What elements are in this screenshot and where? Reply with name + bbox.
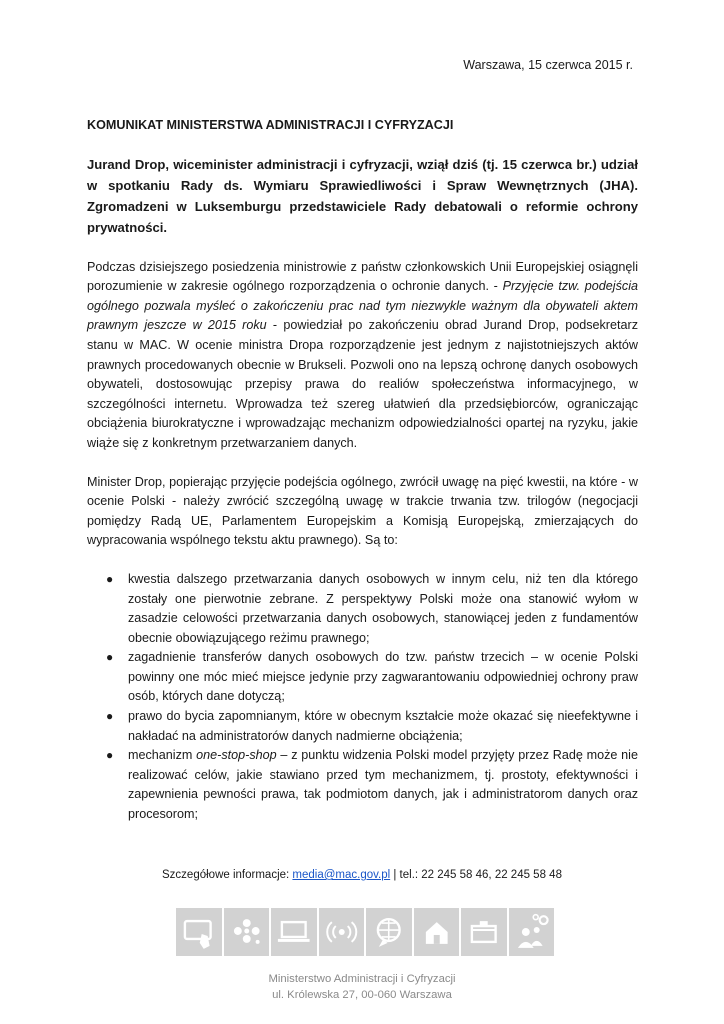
issues-list: [87, 570, 638, 825]
list-item-text-prefix: mechanizm: [128, 748, 197, 763]
list-item-text: – z punktu widzenia Polski model przyjęty przez Radę może nie realizować celów, jakie stawiano przed tym mechanizmem, tj. prostoty, efektywności i zapewnienia pewności prawa, tak podmiotom danych, jak i administratorom danych oraz procesorom;: [128, 748, 638, 822]
list-item: [106, 746, 638, 824]
tablet-touch-icon: [176, 908, 222, 956]
paragraph-1: [87, 258, 638, 454]
house-icon: [414, 908, 460, 956]
document-body: [87, 116, 638, 825]
paragraph-1-quote: Przyjęcie tzw. podejścia ogólnego pozwala myśleć o zakończeniu prac nad tym niezwykle ważnym dla obywateli aktem prawnym jeszcze w 2015 roku: [87, 279, 638, 333]
list-item: [106, 570, 638, 648]
list-item-text: kwestia dalszego przetwarzania danych osobowych w innym celu, niż ten dla którego zostały one pierwotnie zebrane. Z perspektywy Polski może ona stanowić wyłom w zasadzie celowości przetwarzania danych osobowych, stanowiącej jeden z fundamentów obecnie obowiązującego reżimu prawnego;: [128, 571, 638, 645]
contact-info: [0, 869, 724, 881]
wireless-signal-icon: [319, 908, 365, 956]
address-line-2: ul. Królewska 27, 00-060 Warszawa: [272, 989, 452, 1001]
lead-paragraph: Jurand Drop, wiceminister administracji i cyfryzacji, wziął dziś (tj. 15 czerwca br.) udział w spotkaniu Rady ds. Wymiaru Sprawiedliwości i Spraw Wewnętrznych (JHA). Zgromadzeni w Luksemburgu przedstawiciele Rady debatowali o reformie ochrony prywatności.: [87, 156, 638, 235]
date-line: Warszawa, 15 czerwca 2015 r.: [463, 58, 633, 72]
laptop-icon: [271, 908, 317, 956]
icon-banner: [176, 908, 554, 956]
ministry-address: [0, 971, 724, 1003]
bullet-icon: ●: [106, 571, 114, 586]
list-item: [106, 648, 638, 707]
contact-label: Szczegółowe informacje:: [162, 869, 293, 881]
people-gear-icon: [509, 908, 555, 956]
paragraph-1-text-a: Podczas dzisiejszego posiedzenia ministrowie z państw członkowskich Unii Europejskiej osiągnęli porozumienie w zakresie ogólnego rozporządzenia o ochronie danych. -: [87, 259, 638, 294]
bullet-icon: ●: [106, 709, 114, 724]
list-item: [106, 707, 638, 746]
globe-chat-icon: [366, 908, 412, 956]
paragraph-1-text-b: - powiedział po zakończeniu obrad Jurand Drop, podsekretarz stanu w MAC. W ocenie ministra Dropa rozporządzenie jest jednym z najistotniejszych aktów prawnych procedowanych obecnie w Brukseli. Pozwoli ono na lepszą ochronę danych osobowych obywateli, dostosowując przepisy prawa do realiów społeczeństwa informacyjnego, w szczególności internetu. Wprowadza też szereg ułatwień dla przedsiębiorców, ograniczając obciążenia biurokratyczne i wprowadzając mechanizm odpowiedzialności opartej na ryzyku, jakie wiąże się z konkretnym przetwarzaniem danych.: [87, 318, 638, 450]
bullet-icon: ●: [106, 748, 114, 763]
email-link[interactable]: media@mac.gov.pl: [292, 869, 391, 881]
network-dots-icon: [224, 908, 270, 956]
address-line-1: Ministerstwo Administracji i Cyfryzacji: [268, 973, 456, 985]
list-item-text-emphasis: one-stop-shop: [196, 748, 277, 763]
paragraph-2: Minister Drop, popierając przyjęcie podejścia ogólnego, zwrócił uwagę na pięć kwestii, na które - w ocenie Polski - należy zwrócić szczególną uwagę w trakcie trwania tzw. trilogów (negocjacji pomiędzy Radą UE, Parlamentem Europejskim a Komisją Europejską, zmierzających do wypracowania wspólnego tekstu aktu prawnego). Są to:: [87, 474, 638, 548]
communique-heading: KOMUNIKAT MINISTERSTWA ADMINISTRACJI I CYFRYZACJI: [87, 118, 454, 132]
bullet-icon: ●: [106, 650, 114, 665]
contact-phones: | tel.: 22 245 58 46, 22 245 58 48: [390, 869, 562, 881]
list-item-text: prawo do bycia zapomnianym, które w obecnym kształcie może okazać się nieefektywne i nakładać na administratorów danych nadmierne obciążenia;: [128, 709, 638, 743]
list-item-text: zagadnienie transferów danych osobowych do tzw. państw trzecich – w ocenie Polski powinny one móc mieć miejsce jedynie przy zagwarantowaniu odpowiedniej ochrony praw osób, których dane dotyczą;: [128, 650, 638, 704]
mailbox-icon: [461, 908, 507, 956]
